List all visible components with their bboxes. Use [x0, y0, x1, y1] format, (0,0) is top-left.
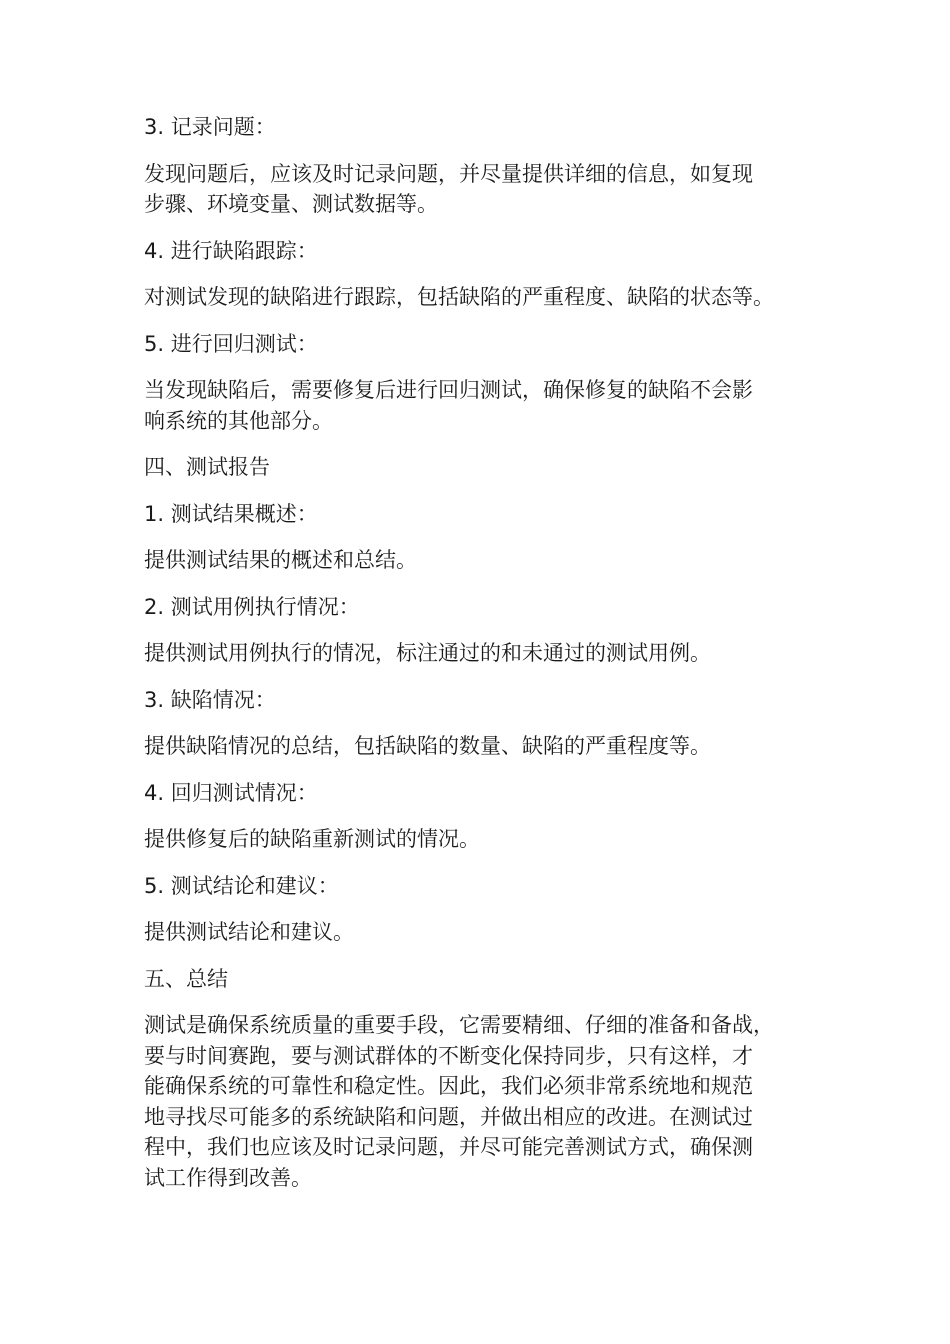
document-page [144, 112, 814, 1209]
paragraph-line: 提供缺陷情况的总结，包括缺陷的数量、缺陷的严重程度等。 [144, 734, 711, 758]
section-heading-test-report: 四、测试报告 [144, 455, 270, 479]
section-heading-summary: 五、总结 [144, 966, 228, 991]
paragraph-results-overview [144, 545, 814, 576]
paragraph-summary [144, 1010, 814, 1193]
paragraph-regression-status [144, 824, 814, 855]
paragraph-line: 程中，我们也应该及时记录问题，并尽可能完善测试方式，确保测 [144, 1135, 753, 1159]
paragraph-line: 提供测试结论和建议。 [144, 920, 354, 944]
paragraph-line: 地寻找尽可能多的系统缺陷和问题，并做出相应的改进。在测试过 [144, 1104, 753, 1129]
paragraph-regression-testing [144, 375, 814, 436]
heading-defect-tracking: 4. 进行缺陷跟踪： [144, 238, 318, 263]
paragraph-line: 步骤、环境变量、测试数据等。 [144, 192, 438, 216]
heading-record-issues: 3. 记录问题： [144, 115, 276, 139]
heading-results-overview: 1. 测试结果概述： [144, 501, 318, 526]
heading-defect-status: 3. 缺陷情况： [144, 687, 276, 712]
paragraph-line: 提供测试用例执行的情况，标注通过的和未通过的测试用例。 [144, 641, 711, 665]
paragraph-defect-tracking [144, 282, 814, 313]
paragraph-defect-status [144, 731, 814, 762]
paragraph-line: 提供测试结果的概述和总结。 [144, 548, 417, 572]
paragraph-line: 能确保系统的可靠性和稳定性。因此，我们必须非常系统地和规范 [144, 1074, 753, 1098]
heading-conclusions: 5. 测试结论和建议： [144, 873, 339, 898]
heading-test-case-execution: 2. 测试用例执行情况： [144, 594, 360, 619]
heading-regression-testing: 5. 进行回归测试： [144, 331, 318, 356]
paragraph-record-issues [144, 159, 814, 220]
paragraph-line: 试工作得到改善。 [144, 1165, 312, 1190]
paragraph-line: 要与时间赛跑，要与测试群体的不断变化保持同步，只有这样，才 [144, 1043, 753, 1068]
paragraph-line: 发现问题后，应该及时记录问题，并尽量提供详细的信息，如复现 [144, 161, 753, 186]
paragraph-line: 当发现缺陷后，需要修复后进行回归测试，确保修复的缺陷不会影 [144, 378, 753, 402]
paragraph-line: 提供修复后的缺陷重新测试的情况。 [144, 827, 480, 851]
paragraph-line: 响系统的其他部分。 [144, 408, 333, 433]
paragraph-conclusions [144, 917, 814, 948]
paragraph-test-case-execution [144, 638, 814, 669]
heading-regression-status: 4. 回归测试情况： [144, 780, 318, 805]
paragraph-line: 对测试发现的缺陷进行跟踪，包括缺陷的严重程度、缺陷的状态等。 [144, 285, 774, 309]
paragraph-line: 测试是确保系统质量的重要手段，它需要精细、仔细的准备和备战， [144, 1013, 774, 1037]
